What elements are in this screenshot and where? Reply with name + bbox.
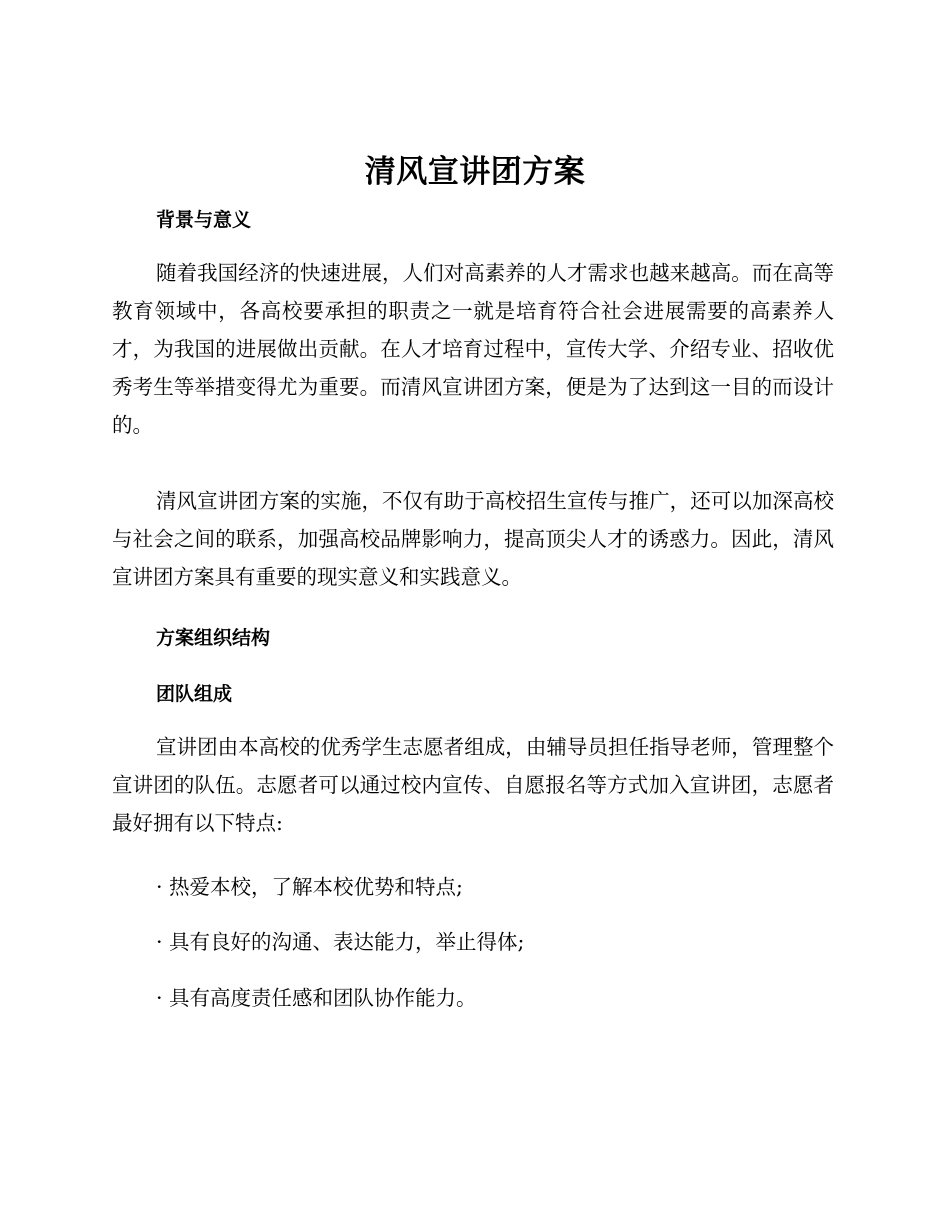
- bullet-item-2: · 具有良好的沟通、表达能力，举止得体;: [156, 930, 525, 954]
- document-title: 清风宣讲团方案: [364, 154, 586, 190]
- paragraph-team: 宣讲团由本高校的优秀学生志愿者组成，由辅导员担任指导老师，管理整个宣讲团的队伍。志愿者可以通过校内宣传、自愿报名等方式加入宣讲团，志愿者最好拥有以下特点:: [112, 735, 834, 835]
- paragraph-background-2: 清风宣讲团方案的实施，不仅有助于高校招生宣传与推广，还可以加深高校与社会之间的联系，加强高校品牌影响力，提高顶尖人才的诱惑力。因此，清风宣讲团方案具有重要的现实意义和实践意义。: [112, 489, 834, 589]
- bullet-item-1: · 热爱本校，了解本校优势和特点;: [156, 875, 463, 899]
- paragraph-background-1: 随着我国经济的快速进展，人们对高素养的人才需求也越来越高。而在高等教育领域中，各高校要承担的职责之一就是培育符合社会进展需要的高素养人才，为我国的进展做出贡献。在人才培育过程中，宣传大学、介绍专业、招收优秀考生等举措变得尤为重要。而清风宣讲团方案，便是为了达到这一目的而设计的。: [112, 261, 834, 437]
- section-heading-team: 团队组成: [156, 683, 233, 705]
- section-heading-background: 背景与意义: [156, 209, 252, 231]
- section-heading-structure: 方案组织结构: [156, 627, 271, 649]
- bullet-item-3: · 具有高度责任感和团队协作能力。: [156, 986, 477, 1010]
